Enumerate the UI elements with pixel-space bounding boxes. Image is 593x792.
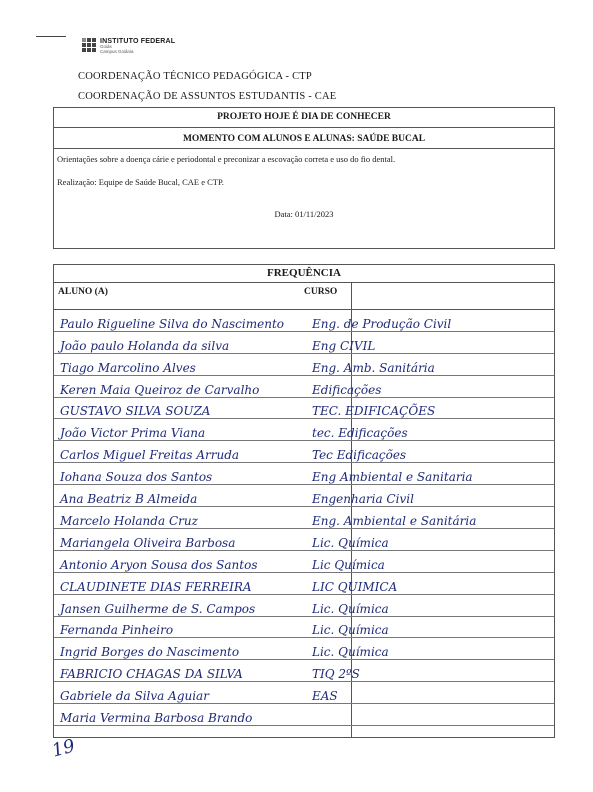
student-course: LIC QUIMICA bbox=[312, 579, 398, 594]
student-name: João Victor Prima Viana bbox=[60, 426, 206, 441]
institution-campus: Campus Goiânia bbox=[100, 48, 134, 54]
top-rule bbox=[36, 36, 66, 37]
student-course: Eng CIVIL bbox=[312, 338, 376, 353]
student-name: Keren Maia Queiroz de Carvalho bbox=[60, 382, 260, 397]
student-name: João paulo Holanda da silva bbox=[60, 338, 230, 353]
table-row bbox=[54, 397, 554, 420]
table-row bbox=[54, 550, 554, 573]
student-name: Antonio Aryon Sousa dos Santos bbox=[60, 557, 258, 572]
student-name: GUSTAVO SILVA SOUZA bbox=[60, 404, 211, 419]
table-row bbox=[54, 703, 554, 726]
student-course: Lic Química bbox=[312, 557, 385, 572]
guidance-text: Orientações sobre a doença cárie e periodontal e preconizar a escovação correta e uso do fio dental. bbox=[57, 154, 396, 164]
student-name: Ingrid Borges do Nascimento bbox=[60, 645, 240, 660]
logo-mark-icon bbox=[82, 38, 96, 52]
institution-state: Goiás bbox=[100, 44, 112, 49]
student-name: Marcelo Holanda Cruz bbox=[60, 513, 198, 528]
student-name: Iohana Souza dos Santos bbox=[60, 470, 213, 485]
table-row bbox=[54, 375, 554, 398]
student-name: Ana Beatriz B Almeida bbox=[60, 492, 198, 507]
student-course: TEC. EDIFICAÇÕES bbox=[312, 404, 436, 419]
student-course: Edificações bbox=[312, 382, 382, 397]
column-headers bbox=[54, 283, 554, 310]
student-course: Eng Ambiental e Sanitaria bbox=[312, 470, 473, 485]
project-title: PROJETO HOJE É DIA DE CONHECER bbox=[54, 108, 554, 128]
table-row bbox=[54, 616, 554, 639]
table-row bbox=[54, 331, 554, 354]
student-course: Lic. Química bbox=[312, 535, 389, 550]
table-row bbox=[54, 440, 554, 463]
table-row bbox=[54, 528, 554, 551]
student-course: Eng. de Produção Civil bbox=[312, 316, 452, 331]
coordination-cae: COORDENAÇÃO DE ASSUNTOS ESTUDANTIS - CAE bbox=[78, 91, 337, 102]
student-name: Maria Vermina Barbosa Brando bbox=[60, 711, 253, 726]
page-mark: 19 bbox=[49, 735, 78, 762]
institution-logo bbox=[82, 38, 175, 54]
project-info-box bbox=[53, 107, 555, 249]
student-name: Fernanda Pinheiro bbox=[60, 623, 174, 638]
student-course: EAS bbox=[312, 689, 338, 704]
student-column-header: ALUNO (A) bbox=[58, 287, 108, 297]
student-course: Tec Edificações bbox=[312, 448, 407, 463]
table-row bbox=[54, 309, 554, 332]
student-course: Lic. Química bbox=[312, 601, 389, 616]
student-name: Jansen Guilherme de S. Campos bbox=[60, 601, 256, 616]
student-name: Mariangela Oliveira Barbosa bbox=[60, 535, 236, 550]
coordination-ctp: COORDENAÇÃO TÉCNICO PEDAGÓGICA - CTP bbox=[78, 71, 312, 82]
student-name: FABRICIO CHAGAS DA SILVA bbox=[60, 667, 243, 682]
realization-text: Realização: Equipe de Saúde Bucal, CAE e CTP. bbox=[57, 177, 224, 187]
table-row bbox=[54, 353, 554, 376]
student-name: Paulo Rigueline Silva do Nascimento bbox=[60, 316, 284, 331]
student-name: CLAUDINETE DIAS FERREIRA bbox=[60, 579, 252, 594]
student-name: Gabriele da Silva Aguiar bbox=[60, 689, 209, 704]
student-course: Eng. Ambiental e Sanitária bbox=[312, 513, 477, 528]
table-row bbox=[54, 594, 554, 617]
course-column-header: CURSO bbox=[304, 287, 338, 297]
table-row bbox=[54, 681, 554, 704]
institution-name: INSTITUTO FEDERAL bbox=[100, 38, 176, 45]
student-course: TIQ 2ºS bbox=[312, 667, 360, 682]
student-course: Lic. Química bbox=[312, 645, 389, 660]
table-row bbox=[54, 572, 554, 595]
table-row bbox=[54, 506, 554, 529]
frequency-table bbox=[53, 264, 555, 738]
event-date: Data: 01/11/2023 bbox=[274, 209, 334, 219]
table-row bbox=[54, 638, 554, 661]
student-course: Engenharia Civil bbox=[312, 492, 414, 507]
table-row bbox=[54, 659, 554, 682]
student-name: Tiago Marcolino Alves bbox=[60, 360, 196, 375]
student-name: Carlos Miguel Freitas Arruda bbox=[60, 448, 240, 463]
student-course: tec. Edificações bbox=[312, 426, 408, 441]
table-row bbox=[54, 484, 554, 507]
student-course: Eng. Amb. Sanitária bbox=[312, 360, 435, 375]
table-row bbox=[54, 462, 554, 485]
table-row bbox=[54, 419, 554, 442]
student-course: Lic. Química bbox=[312, 623, 389, 638]
moment-title: MOMENTO COM ALUNOS E ALUNAS: SAÚDE BUCAL bbox=[54, 128, 554, 149]
frequency-title: FREQUÊNCIA bbox=[54, 265, 554, 283]
